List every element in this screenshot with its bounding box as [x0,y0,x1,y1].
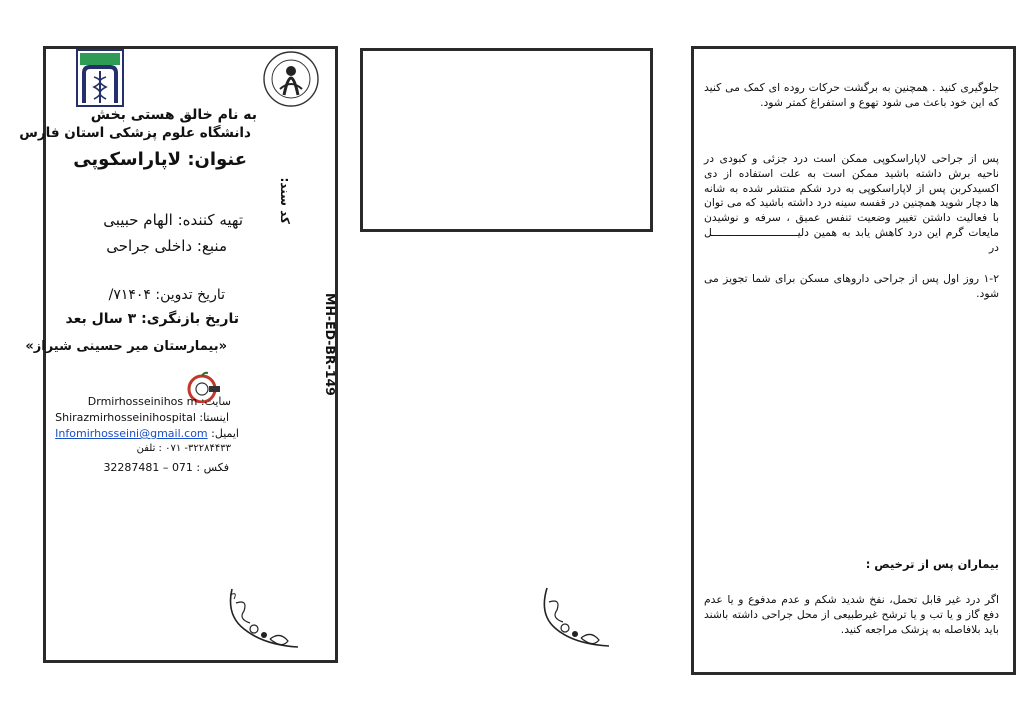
hospital-logo-text [80,53,120,65]
prepared-by: تهیه کننده: الهام حبیبی [103,211,243,229]
email-contact [55,427,239,440]
paragraph-recovery: جلوگیری کنید . همچنین به برگشت حرکات روده ای کمک می کنید که این خود باعث می شود تهوع و استفراغ کمتر شود. [704,81,999,109]
hospital-logo [76,49,124,107]
document-code: MH-ED-BR-149 [323,293,338,396]
phone-contact: ۳۲۲۸۴۴۳۳- ۰۷۱ : تلفن [136,443,231,454]
compile-date: تاریخ تدوین: ۷۱۴۰۴/ [108,287,225,303]
paragraph-discharge-warning: اگر درد غیر قابل تحمل، نفخ شدید شکم و عدم مدفوع و یا عدم دفع گاز و یا تب و یا ترشح غیرطبیعی از محل جراحی داشته باشند باید بلافاصله به پزشک مراجعه کنید. [704,593,999,636]
floral-ornament-icon [224,585,304,657]
discharge-heading: بیماران پس از ترخیص : [865,557,999,571]
university-name: دانشگاه علوم پزشکی استان فارس [19,125,251,141]
brochure-cover-panel [19,46,338,663]
email-label: :ایمیل [207,427,239,440]
website-contact: Drmirhosseinihos m :سایت [87,395,231,408]
caduceus-icon [78,65,122,105]
paragraph-post-op-pain: پس از جراحی لاپاراسکوپی ممکن است درد جزئی و کبودی در ناحیه برش داشته باشید ممکن است به علت استفاده از دی اکسیدکربن پس از لاپاراسکوپی به درد شکم منتشر شده به شانه ها دچار شوید همچنین در قفسه سینه درد داشته باشید که می توان با فعالیت داشتن تغییر وضعیت تنفس عمیق ، سرفه و نوشیدن مایعات گرم این درد کاهش یابد به همین دلیـــــــــــــــــــــــــــل در [704,152,999,254]
floral-ornament-icon [537,586,613,656]
instagram-contact: Shirazmirhosseinihospital :اینستا [55,411,229,424]
review-date: تاریخ بازنگری: ۳ سال بعد [65,311,239,327]
hospital-name: «بیمارستان میر حسینی شیراز» [25,339,227,354]
document-title: عنوان: لاپاراسکوپی [73,149,247,170]
blank-frame-panel [360,48,653,232]
brochure-content-panel [691,46,1016,675]
header-invocation: به نام خالق هستی بخش [90,107,257,123]
source: منبع: داخلی جراحی [106,237,227,255]
fax-contact: فکس : 071 – 32287481 [103,461,229,474]
university-logo [254,49,328,109]
document-code-label: کد سند: [278,177,292,224]
paragraph-painkillers: ۱-۲ روز اول پس از جراحی داروهای مسکن برای شما تجویز می شود. [704,272,999,300]
email-link[interactable]: Infomirhosseini@gmail.com [55,427,208,440]
